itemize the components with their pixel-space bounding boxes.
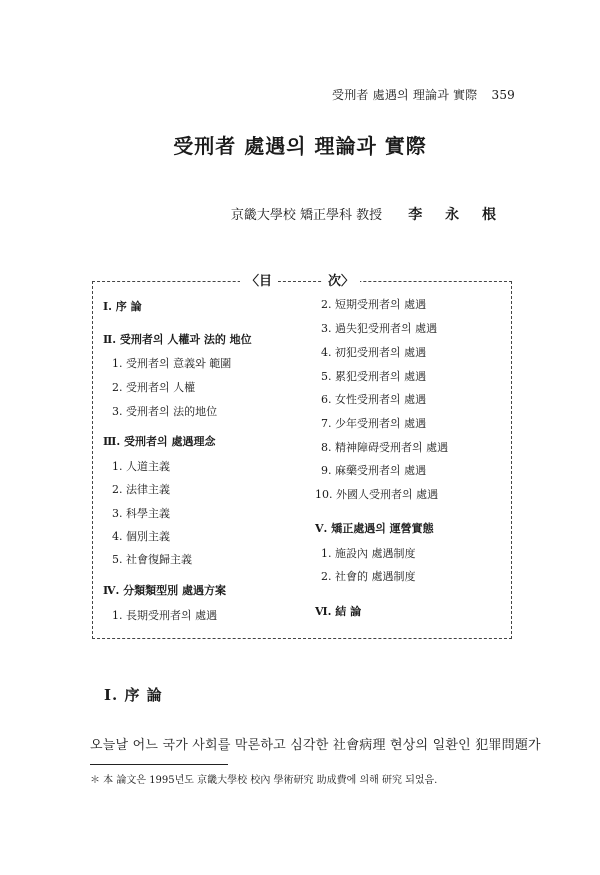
article-title: 受刑者 處遇의 理論과 實際 (173, 134, 427, 158)
toc-item: 4. 個別主義 (112, 530, 170, 543)
toc-item: 6. 女性受刑者의 處遇 (321, 393, 427, 406)
toc-item: 5. 社會復歸主義 (112, 553, 192, 566)
toc-item: 1. 長期受刑者의 處遇 (112, 609, 218, 622)
toc-item: 2. 短期受刑者의 處遇 (321, 298, 427, 311)
toc-item: 3. 受刑者의 法的地位 (112, 405, 218, 418)
author-line (231, 204, 505, 224)
toc-section: Ⅰ. 序 論 (103, 300, 142, 313)
toc-item: 3. 過失犯受刑者의 處遇 (321, 322, 438, 335)
toc-item: 7. 少年受刑者의 處遇 (321, 417, 427, 430)
toc-item: 1. 人道主義 (112, 460, 170, 473)
toc-item: 1. 受刑者의 意義와 範圍 (112, 357, 232, 370)
toc-item: 2. 社會的 處遇制度 (321, 570, 416, 583)
author-name: 李 永 根 (408, 207, 505, 223)
toc-label (0, 270, 600, 289)
toc-item: 4. 初犯受刑者의 處遇 (321, 346, 427, 359)
toc-item: 9. 麻藥受刑者의 處遇 (321, 464, 427, 477)
footnote: ＊ 本 論文은 1995년도 京畿大學校 校內 學術研究 助成費에 의해 研究 되었음. (90, 775, 438, 786)
page-number: 359 (491, 88, 515, 102)
running-title: 受刑者 處遇의 理論과 實際 (332, 88, 478, 102)
toc-item: 8. 精神障碍受刑者의 處遇 (321, 441, 449, 454)
author-affiliation: 京畿大學校 矯正學科 教授 (230, 208, 383, 223)
toc-section: Ⅳ. 分類類型別 處遇方案 (103, 584, 226, 597)
toc-section: Ⅲ. 受刑者의 處遇理念 (103, 435, 216, 448)
body-paragraph: 오늘날 어느 국가 사회를 막론하고 심각한 社會病理 현상의 일환인 犯罪問題가 (90, 738, 541, 753)
section-heading: Ⅰ. 序 論 (104, 686, 163, 704)
toc-section: Ⅴ. 矯正處遇의 運營實態 (315, 522, 434, 535)
toc-section: Ⅵ. 結 論 (315, 605, 362, 618)
toc-section: Ⅱ. 受刑者의 人權과 法的 地位 (103, 333, 252, 346)
toc-item: 3. 科學主義 (112, 507, 170, 520)
toc-item: 2. 法律主義 (112, 483, 170, 496)
running-header (332, 86, 515, 103)
toc-item: 10. 外國人受刑者의 處遇 (315, 488, 439, 501)
footnote-divider (90, 764, 228, 765)
toc-item: 1. 施設內 處遇制度 (321, 547, 416, 560)
toc-label-left: 〈目 (240, 274, 278, 289)
toc-item: 2. 受刑者의 人權 (112, 381, 196, 394)
toc-label-right: 次〉 (322, 274, 360, 289)
toc-item: 5. 累犯受刑者의 處遇 (321, 370, 427, 383)
